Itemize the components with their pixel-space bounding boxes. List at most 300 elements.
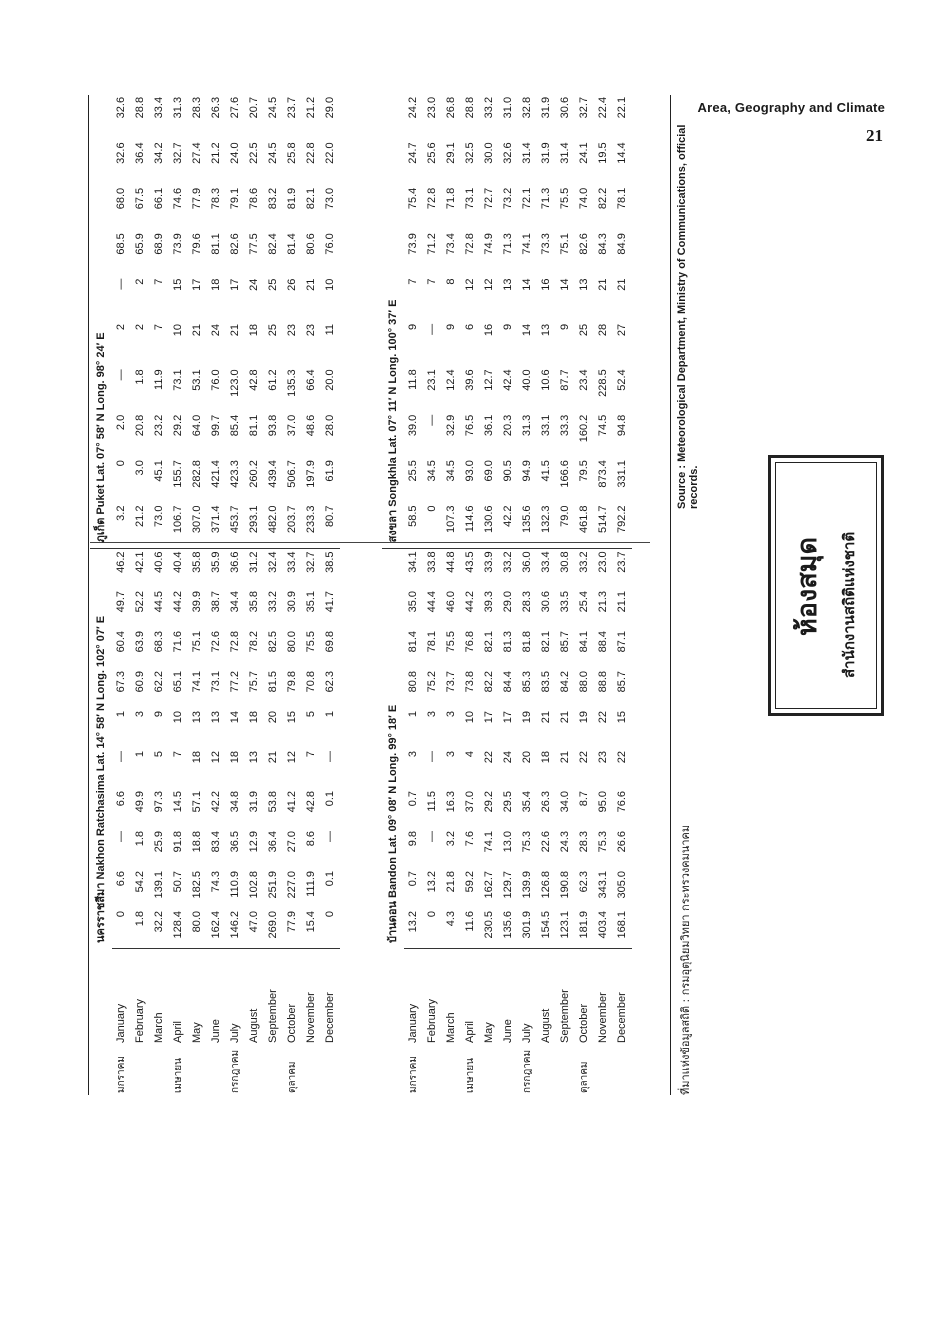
data-cell: 11.8 xyxy=(407,369,419,390)
data-cell: 21 xyxy=(559,751,571,764)
data-cell: 23.0 xyxy=(597,551,609,573)
data-cell: 32.5 xyxy=(464,142,476,164)
station-header-row xyxy=(382,95,404,1095)
data-cell: 7.6 xyxy=(464,831,476,847)
data-cell: 24.5 xyxy=(267,142,279,164)
data-cell: 190.8 xyxy=(559,871,571,899)
data-cell: 792.2 xyxy=(613,503,632,548)
month-label: September xyxy=(267,989,279,1043)
data-cell: 7 xyxy=(407,278,419,285)
data-cell: 11.5 xyxy=(426,791,438,812)
station-header-row xyxy=(90,95,112,1095)
data-cell: 78.1 xyxy=(616,187,628,210)
data-cell: 9.8 xyxy=(407,831,419,847)
table-row xyxy=(480,95,499,1095)
data-cell: 25.4 xyxy=(578,591,590,613)
data-cell: 80.8 xyxy=(407,671,419,693)
data-cell: 14 xyxy=(521,323,533,337)
data-cell: 19 xyxy=(578,711,590,724)
data-cell: 27 xyxy=(616,323,628,337)
data-cell: 24.5 xyxy=(267,96,279,119)
data-cell: 74.6 xyxy=(172,187,184,210)
station-header-spacer xyxy=(90,949,112,1095)
data-cell: 27.0 xyxy=(286,831,298,853)
data-cell: 26.6 xyxy=(616,831,628,853)
source-note-english: Source : Meteorological Department, Ministry of Communications, official records. xyxy=(676,124,700,509)
data-cell: 68.5 xyxy=(115,233,127,255)
data-cell: 461.8 xyxy=(575,503,594,548)
data-cell: 42.2 xyxy=(499,503,518,548)
data-cell: 11 xyxy=(324,323,336,336)
season-label xyxy=(442,1045,461,1095)
data-cell: 46.2 xyxy=(115,551,127,573)
data-cell: 33.1 xyxy=(540,414,552,437)
data-cell: 18 xyxy=(248,323,260,337)
data-cell: 33.4 xyxy=(540,551,552,573)
data-cell: 22 xyxy=(483,751,495,764)
table-bottom-rule xyxy=(670,95,671,1095)
data-cell: 102.8 xyxy=(248,871,260,899)
data-cell: 13 xyxy=(210,711,222,724)
data-cell: 31.9 xyxy=(248,791,260,813)
data-cell: 34.8 xyxy=(229,791,241,813)
data-cell: 49.9 xyxy=(134,791,146,813)
data-cell: 82.6 xyxy=(229,233,241,255)
data-cell: 182.5 xyxy=(191,871,203,899)
data-cell: 21 xyxy=(191,323,203,337)
data-cell: 80.0 xyxy=(286,631,298,653)
table-row xyxy=(321,95,340,1095)
data-cell: 58.5 xyxy=(404,503,423,548)
data-cell: 28.3 xyxy=(521,591,533,613)
data-cell: 35.1 xyxy=(305,591,317,613)
data-cell: 40.0 xyxy=(521,369,533,391)
data-cell: 62.2 xyxy=(153,671,165,693)
data-cell: 2 xyxy=(134,323,146,331)
data-cell: 260.2 xyxy=(248,460,260,488)
data-cell: 18.8 xyxy=(191,831,203,853)
data-cell: 76.0 xyxy=(210,369,222,391)
data-cell: 81.8 xyxy=(521,631,533,653)
data-cell: 24.2 xyxy=(407,96,419,119)
data-cell: — xyxy=(426,323,438,335)
data-cell: 57.1 xyxy=(191,791,203,813)
data-cell: 30.6 xyxy=(540,591,552,613)
data-cell: 21.1 xyxy=(616,591,628,613)
data-cell: 24 xyxy=(248,278,260,291)
data-cell: 35.8 xyxy=(248,591,260,613)
data-cell: 23.7 xyxy=(286,96,298,119)
data-cell: 14 xyxy=(559,278,571,291)
data-cell: 68.3 xyxy=(153,631,165,653)
data-cell: 28.0 xyxy=(324,414,336,437)
data-cell: 81.1 xyxy=(210,233,222,255)
data-cell: 78.3 xyxy=(210,187,222,210)
data-cell: 20.8 xyxy=(134,414,146,437)
data-cell: 29.0 xyxy=(324,96,336,119)
data-cell: 29.1 xyxy=(445,142,457,164)
data-cell: 68.0 xyxy=(115,187,127,210)
data-cell: 84.3 xyxy=(597,233,609,255)
month-label: June xyxy=(210,1019,222,1043)
data-cell: 76.5 xyxy=(464,414,476,437)
data-cell: 28.8 xyxy=(464,96,476,119)
table-row xyxy=(112,95,131,1095)
data-cell: 114.6 xyxy=(461,503,480,548)
data-cell: 23 xyxy=(305,323,317,337)
table-row xyxy=(537,95,556,1095)
data-cell: 23 xyxy=(286,323,298,337)
data-cell: 3 xyxy=(445,751,457,758)
data-cell: 26 xyxy=(286,278,298,291)
data-cell: 10 xyxy=(324,278,336,291)
data-cell: 73.9 xyxy=(172,233,184,255)
month-label: June xyxy=(502,1019,514,1043)
data-cell: 41.5 xyxy=(540,460,552,482)
library-stamp xyxy=(768,455,884,716)
data-cell: 873.4 xyxy=(597,460,609,488)
data-cell: 94.8 xyxy=(616,414,628,437)
data-cell: 67.5 xyxy=(134,187,146,210)
data-cell: 76.6 xyxy=(616,791,628,813)
data-cell: 74.5 xyxy=(597,414,609,437)
data-cell: 42.4 xyxy=(502,369,514,391)
data-cell: 13 xyxy=(578,278,590,291)
data-cell: 282.8 xyxy=(191,460,203,488)
data-cell: 29.2 xyxy=(483,791,495,813)
data-cell: 9 xyxy=(502,323,514,331)
data-cell: 197.9 xyxy=(305,460,317,488)
data-cell: 129.7 xyxy=(502,871,514,899)
data-cell: 18 xyxy=(248,711,260,724)
data-cell: 66.1 xyxy=(153,187,165,210)
data-cell: 135.6 xyxy=(518,503,537,548)
data-cell: 146.2 xyxy=(226,909,245,949)
data-cell: 81.9 xyxy=(286,187,298,210)
data-cell: 73.4 xyxy=(445,233,457,255)
data-cell: 22.5 xyxy=(248,142,260,164)
month-label: November xyxy=(305,992,317,1043)
data-cell: 90.5 xyxy=(502,460,514,482)
season-label xyxy=(480,1045,499,1095)
data-cell: 75.7 xyxy=(248,671,260,693)
data-cell: 0 xyxy=(321,909,340,949)
table-row xyxy=(518,95,537,1095)
season-label xyxy=(264,1045,283,1095)
data-cell: 83.5 xyxy=(540,671,552,693)
data-cell: 17 xyxy=(483,711,495,724)
table-row xyxy=(245,95,264,1095)
data-cell: 75.4 xyxy=(407,187,419,210)
data-cell: 93.0 xyxy=(464,460,476,482)
data-cell: 33.9 xyxy=(483,551,495,573)
data-cell: 26.8 xyxy=(445,96,457,119)
data-cell: 42.2 xyxy=(210,791,222,813)
data-cell: 80.7 xyxy=(321,504,340,549)
season-label: ตุลาคม xyxy=(578,1061,590,1093)
data-cell: — xyxy=(115,278,127,290)
data-cell: 22 xyxy=(616,751,628,764)
data-cell: 305.0 xyxy=(616,871,628,899)
data-cell: 81.4 xyxy=(407,631,419,653)
data-cell: 25.9 xyxy=(153,831,165,853)
data-cell: 21 xyxy=(616,278,628,291)
season-label xyxy=(131,1045,150,1095)
month-label: July xyxy=(229,1023,241,1043)
data-cell: 47.0 xyxy=(245,909,264,949)
data-cell: 6.6 xyxy=(115,871,127,887)
data-cell: 21 xyxy=(597,278,609,291)
data-cell: 0 xyxy=(423,503,442,548)
data-cell: 139.1 xyxy=(153,871,165,899)
data-cell: 12.7 xyxy=(483,369,495,391)
table-row xyxy=(499,95,518,1095)
data-cell: — xyxy=(115,751,127,762)
data-cell: 44.8 xyxy=(445,551,457,573)
data-cell: 75.5 xyxy=(445,631,457,653)
station-label-bandon: บ้านดอน Bandon Lat. 09° 08′ N Long. 99° 18′ E xyxy=(386,704,399,943)
data-cell: 25.8 xyxy=(286,142,298,164)
data-cell: 6 xyxy=(464,323,476,331)
data-cell: 33.8 xyxy=(426,551,438,573)
data-cell: 99.7 xyxy=(210,414,222,437)
data-cell: 44.5 xyxy=(153,591,165,613)
data-cell: 1 xyxy=(134,751,146,758)
data-cell: 80.6 xyxy=(305,233,317,255)
season-label xyxy=(499,1045,518,1095)
data-cell: 19.5 xyxy=(597,142,609,164)
data-cell: 135.6 xyxy=(499,909,518,949)
data-cell: 28.8 xyxy=(134,96,146,119)
data-cell: 126.8 xyxy=(540,871,552,899)
data-cell: 45.1 xyxy=(153,460,165,482)
data-cell: 34.2 xyxy=(153,142,165,164)
data-cell: 25 xyxy=(267,323,279,337)
data-cell: 1 xyxy=(407,711,419,718)
data-cell: 17 xyxy=(191,278,203,291)
data-cell: 1.8 xyxy=(134,831,146,847)
season-label xyxy=(594,1045,613,1095)
data-cell: 72.6 xyxy=(210,631,222,653)
data-cell: 25.5 xyxy=(407,460,419,482)
data-cell: 34.0 xyxy=(559,791,571,813)
data-cell: 93.8 xyxy=(267,414,279,437)
season-label xyxy=(245,1045,264,1095)
table-row xyxy=(169,95,188,1095)
month-label: April xyxy=(172,1020,184,1043)
data-cell: 28.3 xyxy=(578,831,590,853)
data-cell: 72.7 xyxy=(483,187,495,210)
data-cell: — xyxy=(115,369,127,381)
data-cell: 29.2 xyxy=(172,414,184,437)
data-cell: 44.2 xyxy=(464,591,476,613)
data-cell: 27.6 xyxy=(229,96,241,119)
data-cell: 3 xyxy=(407,751,419,758)
data-cell: 22 xyxy=(597,711,609,724)
data-cell: 13.2 xyxy=(426,871,438,893)
data-cell: 482.0 xyxy=(264,504,283,549)
data-cell: 21 xyxy=(559,711,571,724)
data-cell: 0 xyxy=(423,909,442,949)
data-cell: 31.0 xyxy=(502,96,514,119)
table-row xyxy=(404,95,423,1095)
data-cell: 32.6 xyxy=(115,96,127,119)
data-cell: 82.1 xyxy=(540,631,552,653)
month-label: August xyxy=(248,1008,260,1043)
data-cell: 1 xyxy=(115,711,127,718)
data-cell: 33.3 xyxy=(559,414,571,437)
data-cell: 160.2 xyxy=(578,414,590,443)
data-cell: 12 xyxy=(286,751,298,764)
data-cell: 21.2 xyxy=(210,142,222,164)
station-label-nakhon: นครราชสีมา Nakhon Ratchasima Lat. 14° 58′ N Long. 102° 07′ E xyxy=(94,615,107,943)
data-cell: 69.8 xyxy=(324,631,336,653)
data-cell: 3.0 xyxy=(134,460,146,476)
data-cell: — xyxy=(426,831,438,842)
data-cell: 82.2 xyxy=(483,671,495,693)
data-cell: 421.4 xyxy=(210,460,222,488)
data-cell: 24 xyxy=(502,751,514,764)
data-cell: 76.0 xyxy=(324,233,336,255)
table-row xyxy=(594,95,613,1095)
data-cell: 32.2 xyxy=(150,909,169,949)
data-cell: 24.3 xyxy=(559,831,571,853)
data-cell: 63.9 xyxy=(134,631,146,653)
data-cell: 85.4 xyxy=(229,414,241,437)
data-cell: 21.3 xyxy=(597,591,609,613)
month-label: October xyxy=(578,1003,590,1043)
data-cell: 18 xyxy=(191,751,203,764)
data-cell: 37.0 xyxy=(286,414,298,437)
data-cell: 0.1 xyxy=(324,871,336,887)
season-label xyxy=(207,1045,226,1095)
data-cell: 123.0 xyxy=(229,369,241,397)
source-note-thai: ที่มาแห่งข้อมูลสถิติ : กรมอุตุนิยมวิทยา กระทรวงคมนาคม xyxy=(679,824,692,1095)
data-cell: 75.5 xyxy=(305,631,317,653)
data-cell: 75.3 xyxy=(521,831,533,853)
data-cell: 38.7 xyxy=(210,591,222,613)
month-label: November xyxy=(597,992,609,1043)
data-cell: 22.1 xyxy=(616,96,628,119)
data-cell: 9 xyxy=(153,711,165,718)
data-cell: 53.8 xyxy=(267,791,279,813)
month-label: May xyxy=(483,1022,495,1043)
data-cell: 39.9 xyxy=(191,591,203,613)
data-cell: 36.6 xyxy=(229,551,241,573)
data-cell: 34.4 xyxy=(229,591,241,613)
data-cell: 80.0 xyxy=(188,909,207,949)
month-label: January xyxy=(115,1003,127,1043)
data-cell: 4.3 xyxy=(442,909,461,949)
table-row xyxy=(188,95,207,1095)
data-cell: 22.8 xyxy=(305,142,317,164)
data-cell: 0.7 xyxy=(407,791,419,807)
data-cell: 22 xyxy=(578,751,590,764)
data-cell: 0.7 xyxy=(407,871,419,887)
data-cell: 331.1 xyxy=(616,460,628,488)
month-label: December xyxy=(616,992,628,1043)
data-cell: 60.9 xyxy=(134,671,146,693)
data-cell: 32.8 xyxy=(521,96,533,119)
data-cell: 6.6 xyxy=(115,791,127,807)
data-cell: 21.2 xyxy=(305,96,317,119)
data-cell: 85.7 xyxy=(616,671,628,693)
data-cell: 64.0 xyxy=(191,414,203,437)
data-cell: — xyxy=(115,831,127,842)
data-cell: 91.8 xyxy=(172,831,184,853)
data-cell: 439.4 xyxy=(267,460,279,488)
data-cell: 79.1 xyxy=(229,187,241,210)
data-cell: 233.3 xyxy=(302,504,321,549)
data-cell: 71.2 xyxy=(426,233,438,255)
data-cell: 33.2 xyxy=(267,591,279,613)
data-cell: 72.8 xyxy=(229,631,241,653)
data-cell: 269.0 xyxy=(264,909,283,949)
data-cell: 87.1 xyxy=(616,631,628,653)
data-cell: 14 xyxy=(521,278,533,291)
data-cell: 25.6 xyxy=(426,142,438,164)
data-cell: 181.9 xyxy=(575,909,594,949)
data-cell: — xyxy=(426,414,438,426)
data-cell: 74.3 xyxy=(210,871,222,893)
data-cell: 43.5 xyxy=(464,551,476,573)
data-cell: 514.7 xyxy=(594,503,613,548)
data-cell: 19 xyxy=(521,711,533,724)
table-row xyxy=(302,95,321,1095)
month-label: May xyxy=(191,1022,203,1043)
data-cell: 20 xyxy=(267,711,279,724)
data-cell: 506.7 xyxy=(286,460,298,488)
data-cell: 74.1 xyxy=(483,831,495,853)
data-cell: 77.9 xyxy=(191,187,203,210)
data-cell: 123.1 xyxy=(556,909,575,949)
season-label xyxy=(423,1045,442,1095)
table-row xyxy=(423,95,442,1095)
data-cell: 29.5 xyxy=(502,791,514,813)
data-cell: 65.9 xyxy=(134,233,146,255)
data-cell: 77.2 xyxy=(229,671,241,693)
data-cell: 84.2 xyxy=(559,671,571,693)
table-row xyxy=(613,95,632,1095)
month-label: July xyxy=(521,1023,533,1043)
page-header-title: Area, Geography and Climate xyxy=(697,100,885,115)
table-row xyxy=(442,95,461,1095)
season-label xyxy=(302,1045,321,1095)
data-cell: 30.8 xyxy=(559,551,571,573)
data-cell: 15 xyxy=(616,711,628,724)
data-cell: 82.5 xyxy=(267,631,279,653)
data-cell: 62.3 xyxy=(324,671,336,693)
data-cell: 38.5 xyxy=(324,551,336,573)
data-cell: 12 xyxy=(483,278,495,291)
data-cell: 2 xyxy=(115,323,127,331)
season-label: กรกฎาคม xyxy=(521,1049,533,1093)
data-cell: 203.7 xyxy=(283,504,302,549)
season-label: เมษายน xyxy=(464,1058,476,1093)
stamp-line-2: สำนักงานสถิติแห่งชาติ xyxy=(840,531,858,678)
data-cell: 34.1 xyxy=(407,551,419,573)
data-cell: 371.4 xyxy=(207,504,226,549)
data-cell: 7 xyxy=(153,278,165,285)
data-cell: 32.7 xyxy=(578,96,590,119)
season-label xyxy=(321,1045,340,1095)
data-cell: 73.9 xyxy=(407,233,419,255)
data-cell: 78.1 xyxy=(426,631,438,653)
data-cell: 17 xyxy=(229,278,241,291)
data-cell: 36.4 xyxy=(134,142,146,164)
data-cell: 10 xyxy=(172,323,184,337)
data-cell: 79.6 xyxy=(191,233,203,255)
